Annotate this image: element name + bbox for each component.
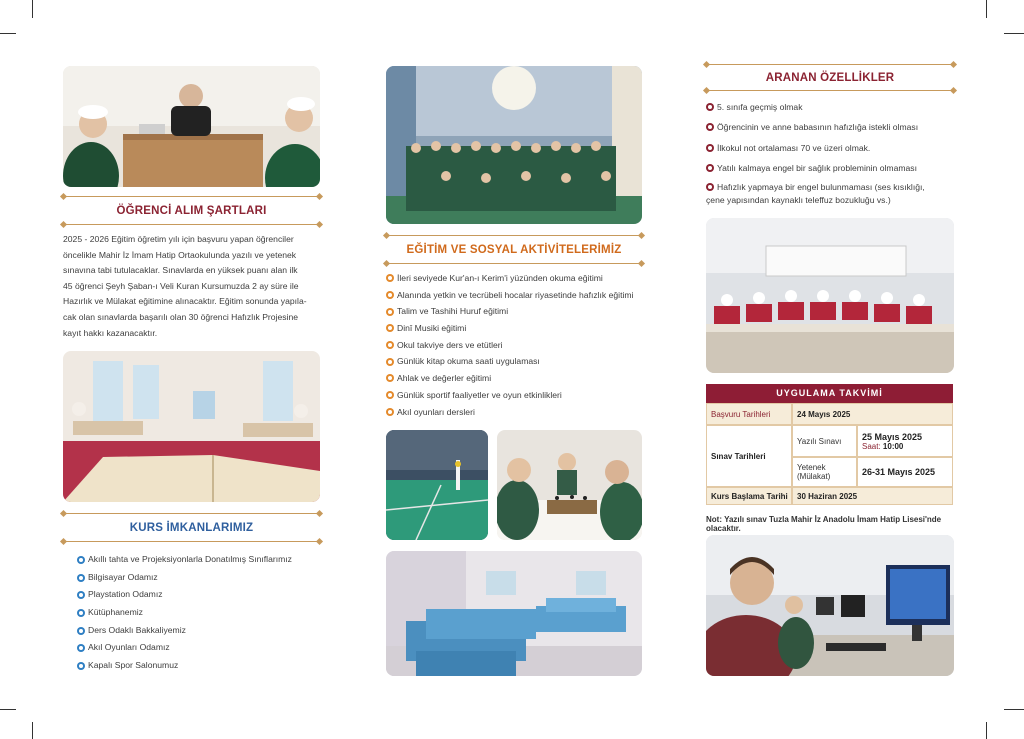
- bullet-icon: [77, 609, 85, 617]
- course-facilities-heading: KURS İMKANLARIMIZ: [63, 513, 320, 542]
- bullet-icon: [386, 324, 394, 332]
- list-item: Okul takviye ders ve etütleri: [386, 337, 676, 354]
- paragraph-line: 2025 - 2026 Eğitim öğretim yılı için başvuru yapan öğrenciler: [63, 234, 294, 244]
- list-item: Talim ve Tashihi Huruf eğitimi: [386, 303, 676, 320]
- bullet-icon: [706, 183, 714, 191]
- bullet-icon: [386, 391, 394, 399]
- list-item: Akıl Oyunları Odamız: [77, 639, 327, 657]
- teacher-classroom-photo: [63, 66, 320, 187]
- exam-dates-label: Sınav Tarihleri: [706, 425, 792, 487]
- students-classroom-photo: [706, 218, 954, 373]
- list-item: Dinî Musiki eğitimi: [386, 320, 676, 337]
- paragraph-line: öncelikle Mahir İz İmam Hatip Ortaokulunda yazılı ve yetenek: [63, 249, 297, 260]
- dormitory-photo: [386, 551, 642, 676]
- computer-lab-photo: [706, 535, 954, 676]
- education-activities-heading: EĞİTİM VE SOSYAL AKTİVİTELERİMİZ: [386, 235, 642, 264]
- admission-paragraph: [63, 232, 321, 341]
- bullet-icon: [77, 644, 85, 652]
- crop-mark: [986, 0, 987, 18]
- activities-list: [386, 270, 676, 420]
- crop-mark: [1004, 709, 1024, 710]
- bullet-icon: [77, 574, 85, 582]
- list-item: Ders Odaklı Bakkaliyemiz: [77, 622, 327, 640]
- schedule-title: UYGULAMA TAKVİMİ: [706, 384, 953, 403]
- bullet-icon: [386, 358, 394, 366]
- paragraph-line: kayıt hakkı kazanacaktır.: [63, 327, 158, 338]
- bullet-icon: [77, 662, 85, 670]
- paragraph-line: cak olan sınavlarda başarılı olan 30 öğrenci Hafızlık Projesine: [63, 311, 299, 322]
- list-item: İlkokul not ortalaması 70 ve üzeri olmak.: [706, 140, 956, 160]
- bullet-icon: [706, 144, 714, 152]
- course-start-value: 30 Haziran 2025: [792, 487, 953, 505]
- crop-mark: [986, 722, 987, 739]
- written-exam-label: Yazılı Sınavı: [792, 425, 857, 457]
- crop-mark: [32, 0, 33, 18]
- list-item: Kapalı Spor Salonumuz: [77, 657, 327, 675]
- list-item: Bilgisayar Odamız: [77, 569, 327, 587]
- list-item-continuation: çene yapısından kaynaklı teleffuz bozukluğu vs.): [706, 195, 891, 206]
- list-item: Kütüphanemiz: [77, 604, 327, 622]
- sought-qualities-heading: ARANAN ÖZELLİKLER: [706, 64, 954, 91]
- bullet-icon: [706, 164, 714, 172]
- list-item: Alanında yetkin ve tecrübeli hocalar riyasetinde hafızlık eğitimi: [386, 287, 676, 304]
- bullet-icon: [77, 627, 85, 635]
- exam-location-note: Not: Yazılı sınav Tuzla Mahir İz Anadolu İmam Hatip Lisesi'nde olacaktır.: [706, 515, 942, 533]
- bullet-icon: [386, 341, 394, 349]
- paragraph-line: Hazırlık ve Mülakat eğitimine alınacaktır. Eğitim sonunda yapıla-: [63, 296, 307, 307]
- student-admission-heading: ÖĞRENCİ ALIM ŞARTLARI: [63, 196, 320, 225]
- paragraph-line: sınavına tabi tutulacaklar. Sınavlarda en yüksek puanı alan ilk: [63, 265, 298, 276]
- list-item: Öğrencinin ve anne babasının hafızlığa istekli olması: [706, 119, 956, 139]
- list-item: Hafızlık yapmaya bir engel bulunmaması (ses kısıklığı,: [706, 181, 956, 194]
- bullet-icon: [386, 374, 394, 382]
- quran-classroom-photo: [63, 351, 320, 502]
- requirements-list: [706, 99, 956, 207]
- bullet-icon: [706, 123, 714, 131]
- list-item: Günlük sportif faaliyetler ve oyun etkinlikleri: [386, 387, 676, 404]
- list-item: Günlük kitap okuma saati uygulaması: [386, 353, 676, 370]
- bullet-icon: [386, 274, 394, 282]
- bullet-icon: [386, 408, 394, 416]
- list-item: Akıl oyunları dersleri: [386, 404, 676, 421]
- facilities-list: [77, 551, 327, 675]
- paragraph-line: 45 öğrenci Şeyh Şaban-ı Veli Kuran Kursumuzda 2 ay süre ile: [63, 280, 299, 291]
- crop-mark: [1004, 33, 1024, 34]
- chess-class-photo: [497, 430, 642, 540]
- mosque-group-photo: [386, 66, 642, 224]
- list-item: Yatılı kalmaya engel bir sağlık probleminin olmaması: [706, 160, 956, 180]
- application-dates-value: 24 Mayıs 2025: [792, 403, 953, 425]
- bullet-icon: [706, 103, 714, 111]
- crop-mark: [0, 33, 16, 34]
- bullet-icon: [77, 556, 85, 564]
- sports-hall-photo: [386, 430, 488, 540]
- aptitude-interview-label: Yetenek (Mülakat): [792, 457, 857, 487]
- list-item: İleri seviyede Kur'an-ı Kerim'i yüzünden okuma eğitimi: [386, 270, 676, 287]
- crop-mark: [32, 722, 33, 739]
- bullet-icon: [386, 308, 394, 316]
- application-dates-label: Başvuru Tarihleri: [706, 403, 792, 425]
- list-item: Playstation Odamız: [77, 586, 327, 604]
- crop-mark: [0, 709, 16, 710]
- list-item: Akıllı tahta ve Projeksiyonlarla Donatılmış Sınıflarımız: [77, 551, 327, 569]
- course-start-label: Kurs Başlama Tarihi: [706, 487, 792, 505]
- list-item: 5. sınıfa geçmiş olmak: [706, 99, 956, 119]
- aptitude-interview-value: 26-31 Mayıs 2025: [857, 457, 953, 487]
- list-item: Ahlak ve değerler eğitimi: [386, 370, 676, 387]
- bullet-icon: [386, 291, 394, 299]
- written-exam-value: 25 Mayıs 2025 Saat: 10:00: [857, 425, 953, 457]
- bullet-icon: [77, 591, 85, 599]
